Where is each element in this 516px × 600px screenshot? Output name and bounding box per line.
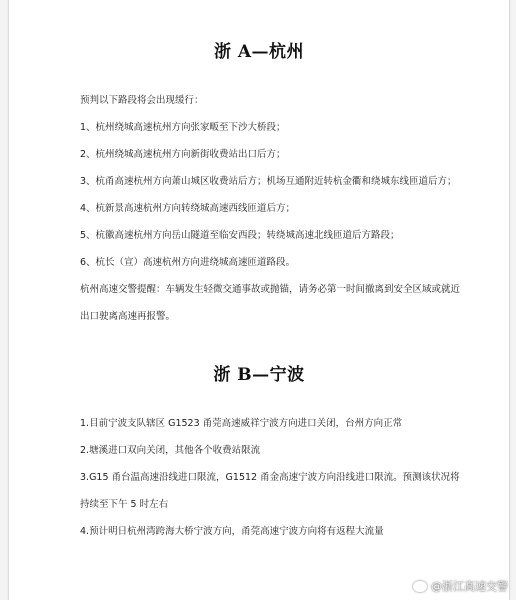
section-b-title: 浙 B—宁波 bbox=[213, 365, 305, 385]
section-a-item-5: 5、杭徽高速杭州方向岳山隧道至临安西段；转绕城高速北线匝道后方路段； bbox=[80, 230, 400, 241]
section-b-item-1: 1.目前宁波支队辖区 G1523 甬莞高速威祥宁波方向进口关闭，台州方向正常 bbox=[80, 418, 403, 429]
weibo-icon bbox=[413, 581, 427, 592]
weibo-watermark bbox=[413, 578, 508, 594]
document-page bbox=[8, 0, 510, 600]
section-a-title: 浙 A—杭州 bbox=[213, 42, 305, 62]
section-a-item-1: 1、杭州绕城高速杭州方向张家畈至下沙大桥段； bbox=[80, 122, 286, 133]
section-b-item-3-line-1: 3.G15 甬台温高速沿线进口限流，G1512 甬金高速宁波方向沿线进口限流。预测该状况将 bbox=[80, 472, 460, 483]
watermark-text: @浙江高速交警 bbox=[431, 580, 508, 593]
section-a-intro: 预判以下路段将会出现缓行： bbox=[80, 95, 204, 106]
section-a-item-6: 6、杭长（宣）高速杭州方向进绕城高速匝道路段。 bbox=[80, 257, 296, 268]
section-a-item-2: 2、杭州绕城高速杭州方向新街收费站出口后方； bbox=[80, 149, 286, 160]
section-b-item-3-line-2: 持续至下午 5 时左右 bbox=[80, 499, 169, 510]
section-a-reminder-line-2: 出口驶离高速再报警。 bbox=[80, 311, 176, 322]
section-a-item-4: 4、杭新景高速杭州方向转绕城高速西线匝道后方； bbox=[80, 203, 296, 214]
section-b-item-2: 2.塘溪进口双向关闭，其他各个收费站限流 bbox=[80, 445, 261, 456]
section-a-reminder-line-1: 杭州高速交警提醒：车辆发生轻微交通事故或抛锚，请务必第一时间撤离到安全区域或就近 bbox=[80, 284, 461, 295]
section-a-item-3: 3、杭甬高速杭州方向萧山城区收费站后方；机场互通附近转杭金衢和绕城东线匝道后方； bbox=[80, 176, 457, 187]
section-b-item-4: 4.预计明日杭州湾跨海大桥宁波方向，甬莞高速宁波方向将有返程大流量 bbox=[80, 526, 384, 537]
